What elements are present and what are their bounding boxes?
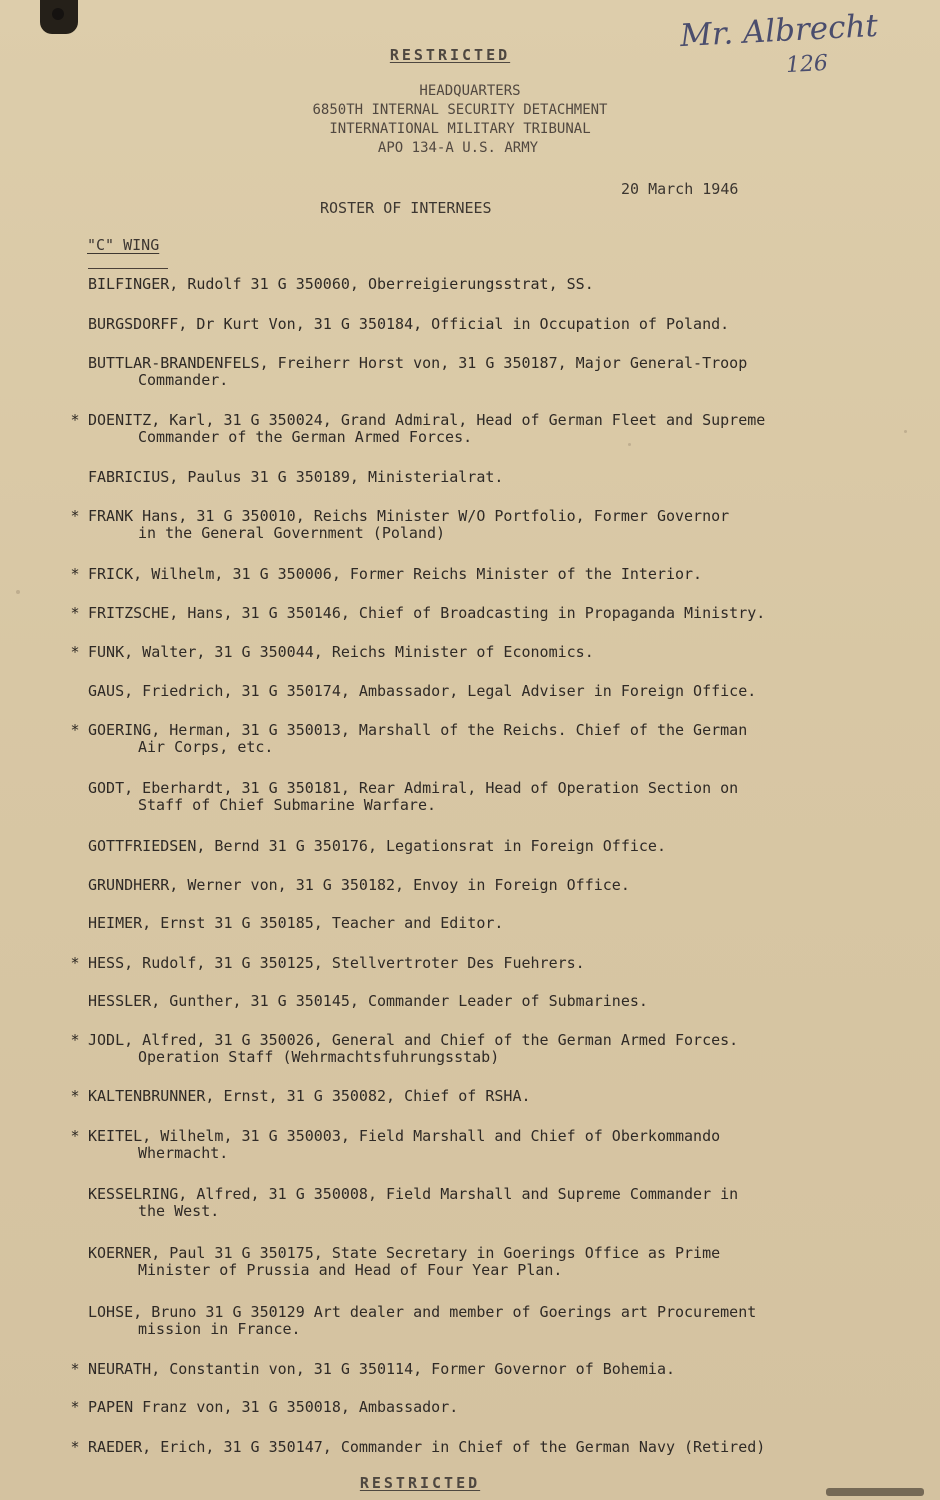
roster-entry [88, 993, 648, 1010]
roster-entry [70, 643, 594, 661]
entry-line-2: the West. [138, 1202, 220, 1220]
entry-line-1: LOHSE, Bruno 31 G 350129 Art dealer and member of Goerings art Procurement [88, 1303, 757, 1321]
roster-entry [70, 1398, 459, 1416]
entry-star: * [70, 1438, 80, 1456]
entry-star: * [70, 507, 80, 525]
roster-title: ROSTER OF INTERNEES [320, 199, 492, 217]
entry-line-1: KESSELRING, Alfred, 31 G 350008, Field Marshall and Supreme Commander in [88, 1185, 739, 1203]
entry-star: * [70, 1087, 80, 1105]
entry-line-1: HEIMER, Ernst 31 G 350185, Teacher and Editor. [88, 914, 504, 932]
roster-entry [70, 954, 585, 972]
roster-entry [70, 1438, 766, 1456]
entry-line-2: Staff of Chief Submarine Warfare. [138, 796, 437, 814]
entry-line-1: GODT, Eberhardt, 31 G 350181, Rear Admiral, Head of Operation Section on [88, 779, 739, 797]
header-line-3: INTERNATIONAL MILITARY TRIBUNAL [329, 121, 591, 137]
roster-entry [88, 683, 756, 700]
scan-shadow [826, 1488, 924, 1496]
roster-entry [88, 838, 666, 855]
entry-line-1: FUNK, Walter, 31 G 350044, Reichs Minister of Economics. [88, 643, 594, 661]
entry-star: * [70, 1031, 80, 1049]
roster-entry [88, 780, 738, 814]
roster-entry [70, 721, 748, 756]
entry-star: * [70, 954, 80, 972]
wing-underline [88, 268, 168, 269]
paper-speck [16, 590, 20, 594]
roster-entry [70, 604, 766, 622]
roster-entry [70, 1087, 531, 1105]
entry-line-1: FRITZSCHE, Hans, 31 G 350146, Chief of Broadcasting in Propaganda Ministry. [88, 604, 766, 622]
header-line-1: HEADQUARTERS [419, 83, 521, 99]
entry-star: * [70, 1127, 80, 1145]
entry-line-1: KOERNER, Paul 31 G 350175, State Secretary in Goerings Office as Prime [88, 1244, 721, 1262]
entry-line-1: GOTTFRIEDSEN, Bernd 31 G 350176, Legationsrat in Foreign Office. [88, 837, 666, 855]
punched-hole [40, 0, 78, 34]
entry-star: * [70, 1398, 80, 1416]
entry-star: * [70, 565, 80, 583]
entry-star: * [70, 411, 80, 429]
entry-star: * [70, 1360, 80, 1378]
entry-line-1: GAUS, Friedrich, 31 G 350174, Ambassador, Legal Adviser in Foreign Office. [88, 682, 757, 700]
entry-line-2: Commander of the German Armed Forces. [138, 428, 473, 446]
entry-line-2: mission in France. [138, 1320, 301, 1338]
entry-line-1: RAEDER, Erich, 31 G 350147, Commander in Chief of the German Navy (Retired) [88, 1438, 766, 1456]
entry-line-2: Air Corps, etc. [138, 738, 274, 756]
document-date: 20 March 1946 [621, 180, 739, 198]
roster-entry [88, 316, 729, 333]
entry-line-1: KALTENBRUNNER, Ernst, 31 G 350082, Chief of RSHA. [88, 1087, 531, 1105]
handwritten-number: 126 [785, 50, 829, 79]
restricted-heading-bottom: RESTRICTED [359, 1474, 481, 1492]
roster-entry [88, 915, 503, 932]
entry-line-1: GRUNDHERR, Werner von, 31 G 350182, Envoy in Foreign Office. [88, 876, 630, 894]
roster-entry [70, 1360, 675, 1378]
entry-line-1: KEITEL, Wilhelm, 31 G 350003, Field Marshall and Chief of Oberkommando [88, 1127, 721, 1145]
entry-line-1: FRANK Hans, 31 G 350010, Reichs Minister W/O Portfolio, Former Governor [88, 507, 730, 525]
entry-line-1: NEURATH, Constantin von, 31 G 350114, Former Governor of Bohemia. [88, 1360, 675, 1378]
entry-line-2: Minister of Prussia and Head of Four Year Plan. [138, 1261, 563, 1279]
restricted-heading-top: RESTRICTED [389, 46, 511, 64]
entry-line-1: BURGSDORFF, Dr Kurt Von, 31 G 350184, Official in Occupation of Poland. [88, 315, 730, 333]
entry-line-1: JODL, Alfred, 31 G 350026, General and Chief of the German Armed Forces. [88, 1031, 739, 1049]
roster-entry [70, 411, 766, 446]
roster-entry [88, 276, 594, 293]
entry-line-1: GOERING, Herman, 31 G 350013, Marshall of the Reichs. Chief of the German [88, 721, 748, 739]
roster-entry [88, 1186, 738, 1220]
entry-star: * [70, 604, 80, 622]
wing-label: "C" WING [87, 236, 160, 254]
entry-line-2: Whermacht. [138, 1144, 229, 1162]
entry-line-2: in the General Government (Poland) [138, 524, 446, 542]
roster-entry [88, 469, 503, 486]
entry-star: * [70, 643, 80, 661]
roster-entry [88, 1245, 720, 1279]
roster-entry [70, 1127, 721, 1162]
entry-line-2: Commander. [138, 371, 229, 389]
paper-speck [628, 443, 631, 446]
header-line-4: APO 134-A U.S. ARMY [377, 140, 539, 156]
entry-line-1: FRICK, Wilhelm, 31 G 350006, Former Reichs Minister of the Interior. [88, 565, 703, 583]
roster-entry [88, 877, 630, 894]
handwritten-name: Mr. Albrecht [679, 7, 879, 55]
roster-entry [70, 507, 730, 542]
roster-entry [88, 1304, 756, 1338]
entry-line-1: PAPEN Franz von, 31 G 350018, Ambassador. [88, 1398, 459, 1416]
paper-speck [904, 430, 907, 433]
entry-line-1: BILFINGER, Rudolf 31 G 350060, Oberreigierungsstrat, SS. [88, 275, 594, 293]
roster-entry [70, 565, 703, 583]
entry-line-1: HESS, Rudolf, 31 G 350125, Stellvertroter Des Fuehrers. [88, 954, 585, 972]
header-line-2: 6850TH INTERNAL SECURITY DETACHMENT [312, 102, 608, 118]
entry-star: * [70, 721, 80, 739]
roster-entry [70, 1031, 739, 1066]
entry-line-1: BUTTLAR-BRANDENFELS, Freiherr Horst von, 31 G 350187, Major General-Troop [88, 354, 748, 372]
roster-entry [88, 355, 747, 389]
entry-line-1: HESSLER, Gunther, 31 G 350145, Commander Leader of Submarines. [88, 992, 648, 1010]
entry-line-1: FABRICIUS, Paulus 31 G 350189, Ministerialrat. [88, 468, 504, 486]
entry-line-2: Operation Staff (Wehrmachtsfuhrungsstab) [138, 1048, 500, 1066]
entry-line-1: DOENITZ, Karl, 31 G 350024, Grand Admiral, Head of German Fleet and Supreme [88, 411, 766, 429]
